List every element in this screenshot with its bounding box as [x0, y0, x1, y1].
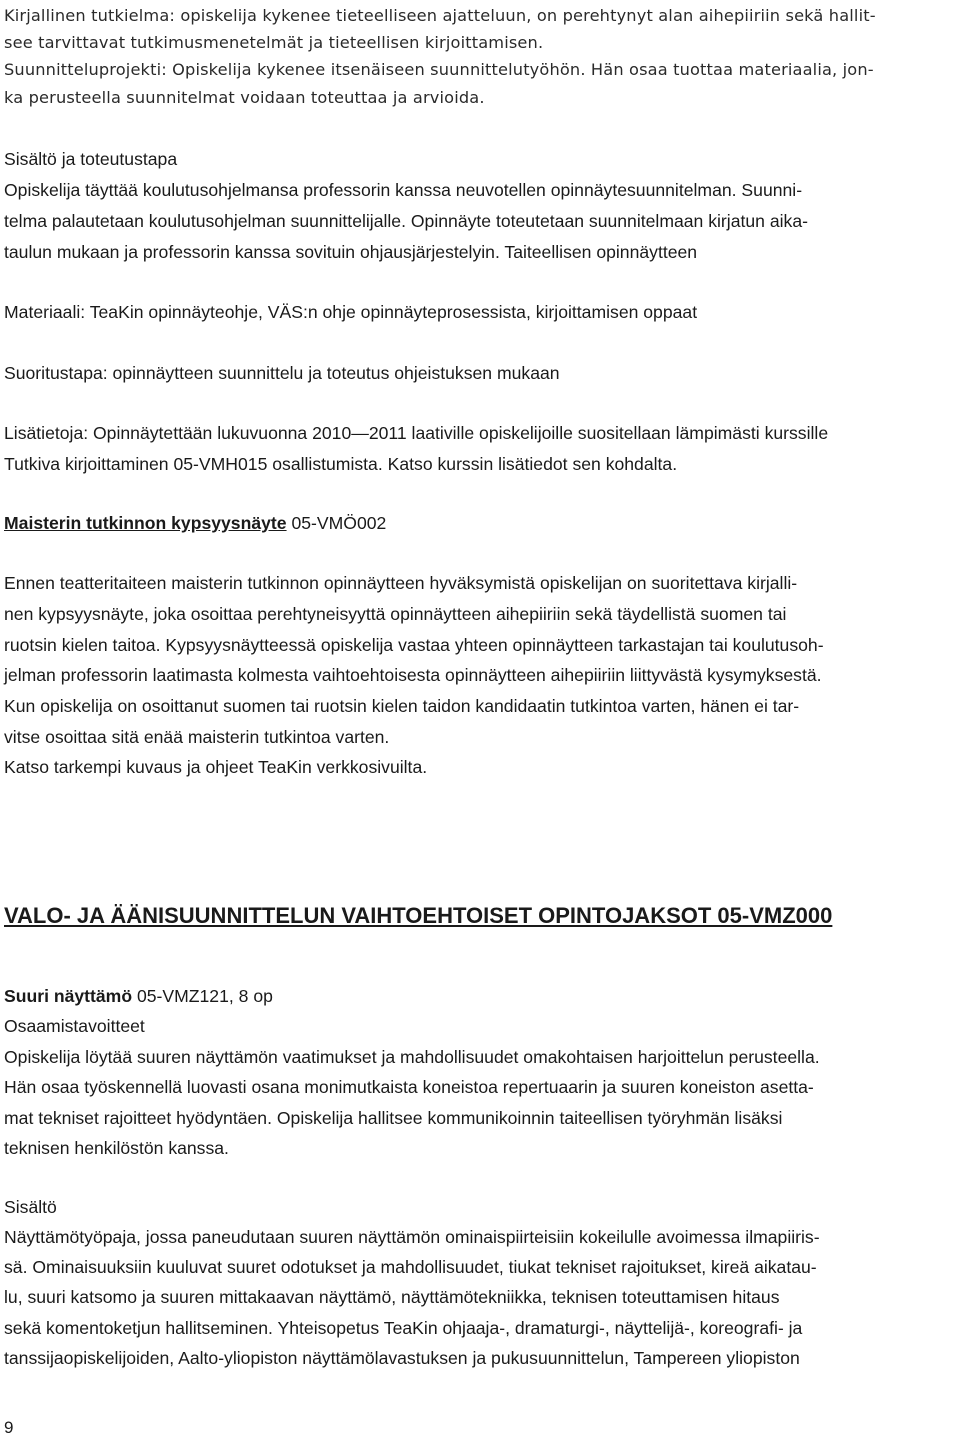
- course-title-kypsyysnayte: [4, 507, 386, 539]
- subheading-sisalto: Sisältö: [4, 1197, 57, 1217]
- course-code: 05-VMZ121, 8 op: [132, 986, 273, 1006]
- text-line: Kirjallinen tutkielma: opiskelija kykenee tieteelliseen ajatteluun, on perehtynyt alan aihepiiriin sekä hallit-: [4, 6, 876, 25]
- text-line: Kun opiskelija on osoittanut suomen tai ruotsin kielen taidon kandidaatin tutkintoa varten, hänen ei tar-: [4, 696, 800, 716]
- materiaali-line: Materiaali: TeaKin opinnäyteohje, VÄS:n ohje opinnäyteprosessista, kirjoittamisen oppaat: [4, 302, 698, 322]
- text-line: Suunnitteluprojekti: Opiskelija kykenee itsenäiseen suunnittelutyöhön. Hän osaa tuottaa materiaalia, jon-: [4, 60, 874, 79]
- text-line: mat tekniset rajoitteet hyödyntäen. Opiskelija hallitsee kommunikoinnin taiteellisen työryhmän lisäksi: [4, 1108, 783, 1128]
- course-code: 05-VMÖ002: [286, 513, 387, 533]
- text-line: jelman professorin laatimasta kolmesta vaihtoehtoisesta opinnäytteen aihepiiriin liittyvästä kysymyksestä.: [4, 665, 822, 685]
- suoritustapa-line: Suoritustapa: opinnäytteen suunnittelu ja toteutus ohjeistuksen mukaan: [4, 363, 560, 383]
- course-title-suuri-nayttamo: [4, 980, 273, 1012]
- course-title: Maisterin tutkinnon kypsyysnäyte: [4, 513, 287, 533]
- text-line: nen kypsyysnäyte, joka osoittaa perehtyneisyyttä opinnäytteen aihepiiriin sekä täydellistä suomen tai: [4, 604, 787, 624]
- text-line: Tutkiva kirjoittaminen 05-VMH015 osallistumista. Katso kurssin lisätiedot sen kohdalta.: [4, 454, 678, 474]
- text-line: telma palautetaan koulutusohjelman suunnittelijalle. Opinnäyte toteutetaan suunnitelmaan kirjatun aika-: [4, 211, 808, 231]
- text-line: Opiskelija löytää suuren näyttämön vaatimukset ja mahdollisuudet omakohtaisen harjoittelun perusteella.: [4, 1047, 820, 1067]
- page-number: 9: [4, 1418, 14, 1437]
- text-line: Ennen teatteritaiteen maisterin tutkinnon opinnäytteen hyväksymistä opiskelijan on suoritettava kirjalli-: [4, 573, 798, 593]
- text-line: Katso tarkempi kuvaus ja ohjeet TeaKin verkkosivuilta.: [4, 757, 428, 777]
- text-line: vitse osoittaa sitä enää maisterin tutkintoa varten.: [4, 727, 390, 747]
- text-line: see tarvittavat tutkimusmenetelmät ja tieteellisen kirjoittamisen.: [4, 33, 544, 52]
- text-line: Näyttämötyöpaja, jossa paneudutaan suuren näyttämön ominaispiirteisiin kokeilulle avoimessa ilmapiiris-: [4, 1227, 820, 1247]
- text-line: sekä komentoketjun hallitseminen. Yhteisopetus TeaKin ohjaaja-, dramaturgi-, näyttelijä-, koreografi- ja: [4, 1318, 803, 1338]
- text-line: teknisen henkilöstön kanssa.: [4, 1138, 229, 1158]
- course-title: Suuri näyttämö: [4, 986, 133, 1006]
- subheading-osaamistavoitteet: Osaamistavoitteet: [4, 1016, 145, 1036]
- text-line: ka perusteella suunnitelmat voidaan toteuttaa ja arvioida.: [4, 88, 485, 107]
- text-line: Hän osaa työskennellä luovasti osana monimutkaista koneistoa repertuaarin ja suuren koneiston asetta-: [4, 1077, 814, 1097]
- text-line: lu, suuri katsomo ja suuren mittakaavan näyttämö, näyttämötekniikka, teknisen toteuttamisen hitaus: [4, 1287, 780, 1307]
- text-line: tanssijaopiskelijoiden, Aalto-yliopiston näyttämölavastuksen ja pukusuunnittelun, Tampereen yliopiston: [4, 1348, 800, 1368]
- section-heading-sisalto: Sisältö ja toteutustapa: [4, 149, 178, 169]
- section-heading: VALO- JA ÄÄNISUUNNITTELUN VAIHTOEHTOISET OPINTOJAKSOT 05-VMZ000: [4, 903, 833, 928]
- text-line: taulun mukaan ja professorin kanssa sovituin ohjausjärjestelyin. Taiteellisen opinnäytteen: [4, 242, 698, 262]
- text-line: Lisätietoja: Opinnäytettään lukuvuonna 2010—2011 laativille opiskelijoille suositellaan lämpimästi kurssille: [4, 423, 829, 443]
- text-line: ruotsin kielen taitoa. Kypsyysnäytteessä opiskelija vastaa yhteen opinnäytteen tarkastajan tai koulutusoh-: [4, 635, 824, 655]
- text-line: Opiskelija täyttää koulutusohjelmansa professorin kanssa neuvotellen opinnäytesuunnitelman. Suunni-: [4, 180, 803, 200]
- text-line: sä. Ominaisuuksiin kuuluvat suuret odotukset ja mahdollisuudet, tiukat tekniset rajoitukset, kireä aikatau-: [4, 1257, 817, 1277]
